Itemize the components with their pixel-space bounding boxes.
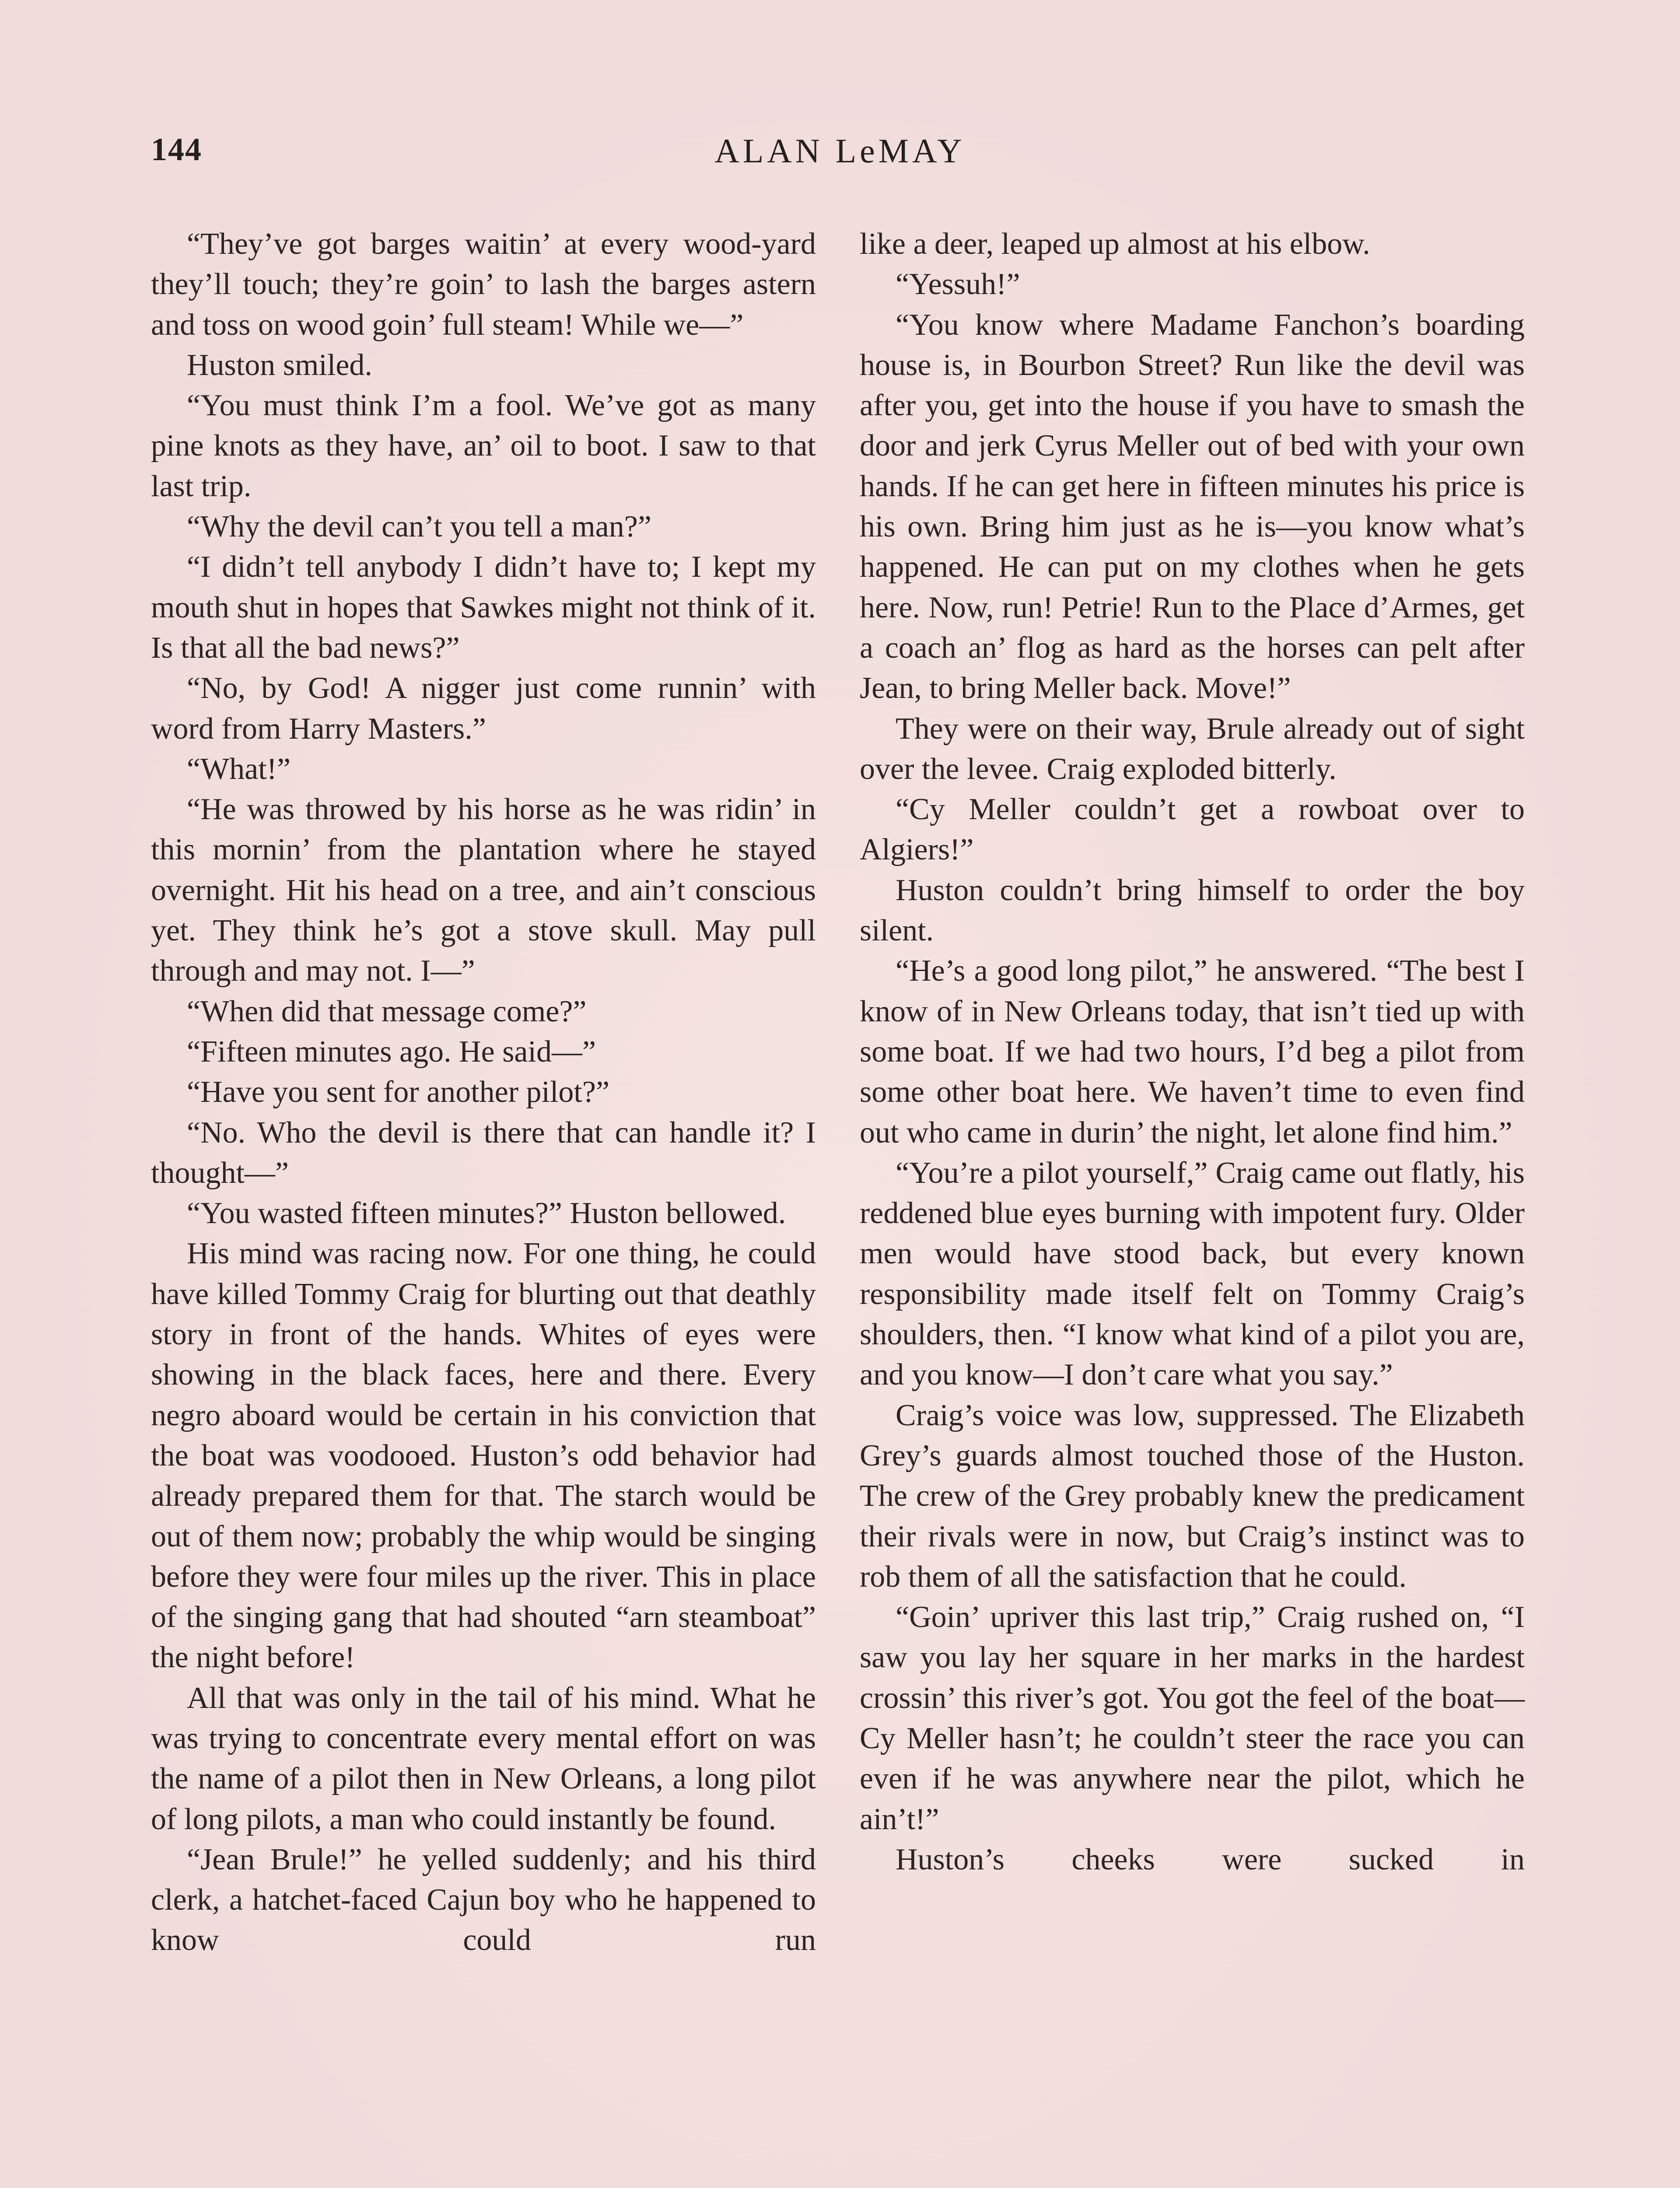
paragraph: “I didn’t tell anybody I didn’t have to; I kept my mouth shut in hopes that Sawkes might not think of it. Is that all the bad news?”: [151, 550, 816, 665]
paragraph: “Why the devil can’t you tell a man?”: [187, 510, 651, 544]
paragraph: All that was only in the tail of his mind. What he was trying to concentrate every mental effort on was the name of a pilot then in New Orleans, a long pilot of long pilots, a man who could instantly be found.: [151, 1681, 816, 1836]
paragraph: “They’ve got barges waitin’ at every wood-yard they’ll touch; they’re goin’ to lash the barges astern and toss on wood goin’ full steam! While we—”: [151, 227, 816, 342]
paragraph: “He’s a good long pilot,” he answered. “The best I know of in New Orleans today, that isn’t tied up with some boat. If we had two hours, I’d beg a pilot from some other boat here. We haven’t time to even find out who came in durin’ the night, let alone find him.”: [860, 954, 1525, 1150]
paragraph: “Cy Meller couldn’t get a rowboat over to Algiers!”: [860, 792, 1525, 867]
paragraph: “Goin’ upriver this last trip,” Craig rushed on, “I saw you lay her square in her marks in the hardest crossin’ this river’s got. You got the feel of the boat—Cy Meller hasn’t; he couldn’t steer the race you can even if he was anywhere near the pilot, which he ain’t!”: [860, 1600, 1525, 1836]
running-head: [151, 131, 1529, 184]
author-heading: ALAN LeMAY: [714, 132, 966, 170]
paragraph: “Fifteen minutes ago. He said—”: [187, 1034, 596, 1069]
paragraph: “No, by God! A nigger just come runnin’ with word from Harry Masters.”: [151, 671, 816, 746]
paragraph: Craig’s voice was low, suppressed. The Elizabeth Grey’s guards almost touched those of the Huston. The crew of the Grey probably knew the predicament their rivals were in now, but Craig’s instinct was to rob them of all the satisfaction that he could.: [860, 1398, 1525, 1594]
paragraph: “Jean Brule!” he yelled suddenly; and his third clerk, a hatchet-faced Cajun boy who he happened to know could run: [151, 1842, 816, 1957]
paragraph: His mind was racing now. For one thing, he could have killed Tommy Craig for blurting out that deathly story in front of the hands. Whites of eyes were showing in the black faces, here and there. Every negro aboard would be certain in his conviction that the boat was voodooed. Huston’s odd behavior had already prepared them for that. The starch would be out of them now; probably the whip would be singing before they were four miles up the river. This in place of the singing gang that had shouted “arn steamboat” the night before!: [151, 1237, 816, 1675]
paragraph: “You must think I’m a fool. We’ve got as many pine knots as they have, an’ oil to boot. I saw to that last trip.: [151, 389, 816, 503]
paragraph: They were on their way, Brule already out of sight over the levee. Craig exploded bitterly.: [860, 712, 1525, 786]
paragraph: “You wasted fifteen minutes?” Huston bellowed.: [187, 1196, 786, 1231]
paragraph: “He was throwed by his horse as he was ridin’ in this mornin’ from the plantation where he stayed overnight. Hit his head on a tree, and ain’t conscious yet. They think he’s got a stove skull. May pull through and may not. I—”: [151, 792, 816, 988]
paragraph: “You’re a pilot yourself,” Craig came out flatly, his reddened blue eyes burning with impotent fury. Older men would have stood back, but every known responsibility made itself felt on Tommy Craig’s shoulders, then. “I know what kind of a pilot you are, and you know—I don’t care what you say.”: [860, 1156, 1525, 1392]
right-column: [860, 224, 1525, 1880]
paragraph: Huston smiled.: [187, 348, 372, 382]
paragraph: “Yessuh!”: [896, 267, 1020, 302]
paragraph: “When did that message come?”: [187, 994, 587, 1028]
paragraph: Huston couldn’t bring himself to order the boy silent.: [860, 873, 1525, 948]
page-number: 144: [151, 132, 202, 168]
paragraph: “You know where Madame Fanchon’s boarding house is, in Bourbon Street? Run like the devil was after you, get into the house if you have to smash the door and jerk Cyrus Meller out of bed with your own hands. If he can get here in fifteen minutes his price is his own. Bring him just as he is—you know what’s happened. He can put on my clothes when he gets here. Now, run! Petrie! Run to the Place d’Armes, get a coach an’ flog as hard as the horses can pelt after Jean, to bring Meller back. Move!”: [860, 308, 1525, 705]
paragraph: like a deer, leaped up almost at his elbow.: [860, 227, 1370, 261]
paragraph: Huston’s cheeks were sucked in: [896, 1842, 1525, 1876]
paragraph: “No. Who the devil is there that can handle it? I thought—”: [151, 1115, 816, 1190]
paragraph: “What!”: [187, 752, 291, 786]
left-column: [151, 224, 816, 1961]
paragraph: “Have you sent for another pilot?”: [187, 1075, 610, 1109]
